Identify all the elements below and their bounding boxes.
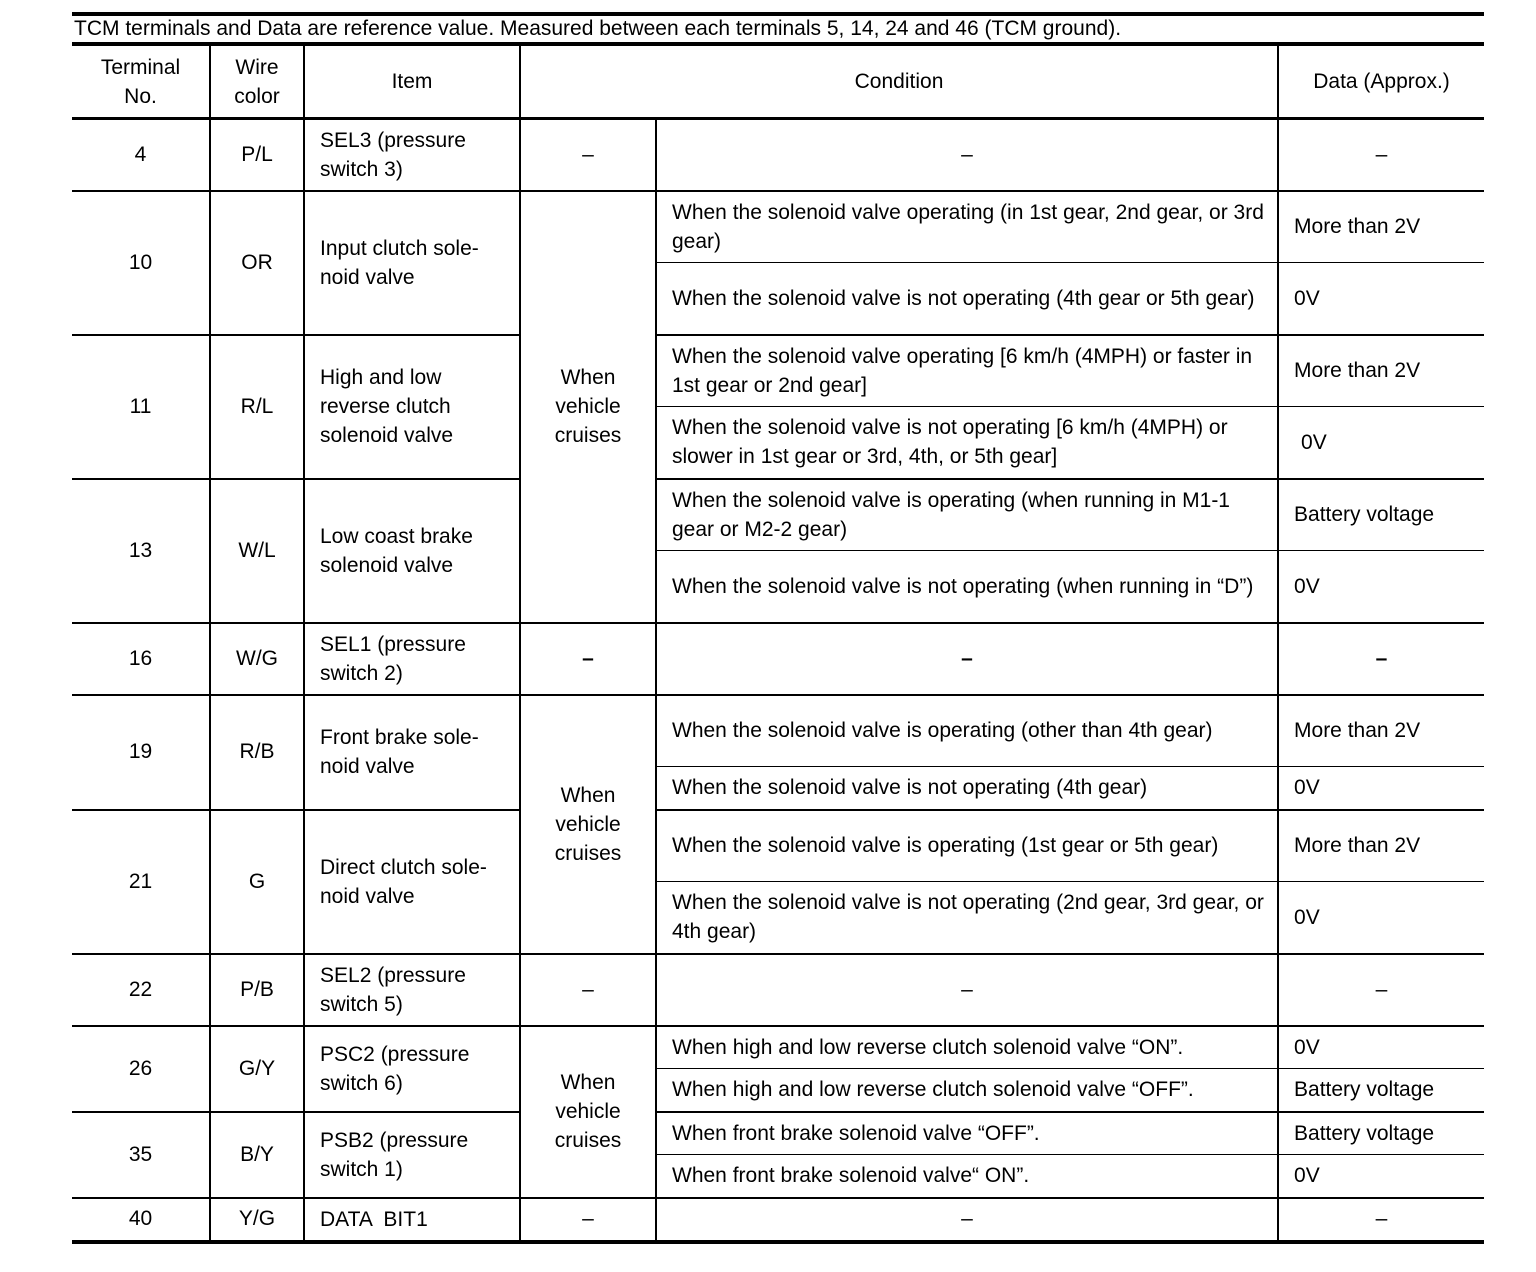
item: Input clutch sole-noid valve — [304, 191, 520, 335]
condition-detail: When the solenoid valve is not operating (4th gear or 5th gear) — [656, 263, 1278, 335]
terminal-no: 26 — [72, 1026, 210, 1112]
terminal-no: 10 — [72, 191, 210, 335]
data-value: – — [1278, 119, 1484, 191]
wire-color: R/L — [210, 335, 304, 479]
condition-group-cruises-3: When vehicle cruises — [520, 1026, 656, 1198]
data-value: 0V — [1278, 1155, 1484, 1198]
terminal-no: 19 — [72, 695, 210, 810]
header-data: Data (Approx.) — [1278, 46, 1484, 119]
tcm-terminal-table — [72, 45, 1484, 1244]
item: PSC2 (pressure switch 6) — [304, 1026, 520, 1112]
condition-detail: When the solenoid valve operating (in 1st gear, 2nd gear, or 3rd gear) — [656, 191, 1278, 263]
item: High and low reverse clutch solenoid valve — [304, 335, 520, 479]
condition-detail: – — [656, 1198, 1278, 1242]
condition-main: – — [520, 623, 656, 695]
data-value: More than 2V — [1278, 191, 1484, 263]
item: Low coast brake solenoid valve — [304, 479, 520, 623]
condition-detail: When front brake solenoid valve “OFF”. — [656, 1112, 1278, 1155]
header-condition: Condition — [520, 46, 1278, 119]
condition-detail: When front brake solenoid valve“ ON”. — [656, 1155, 1278, 1198]
terminal-no: 22 — [72, 954, 210, 1026]
condition-detail: When the solenoid valve is not operating [6 km/h (4MPH) or slower in 1st gear or 3rd, 4th, or 5th gear] — [656, 407, 1278, 479]
terminal-reference-sheet — [72, 12, 1484, 1244]
table-row-terminal-22 — [72, 954, 1484, 1026]
data-value: 0V — [1278, 551, 1484, 623]
header-terminal-no: Terminal No. — [72, 46, 210, 119]
data-value: More than 2V — [1278, 810, 1484, 882]
data-value: – — [1278, 954, 1484, 1026]
table-row-terminal-10-a — [72, 191, 1484, 263]
terminal-no: 35 — [72, 1112, 210, 1198]
condition-detail: When the solenoid valve is operating (1st gear or 5th gear) — [656, 810, 1278, 882]
table-row-terminal-19-a — [72, 695, 1484, 767]
condition-detail: – — [656, 623, 1278, 695]
condition-group-cruises-1: When vehicle cruises — [520, 191, 656, 623]
data-value: Battery voltage — [1278, 479, 1484, 551]
data-value: Battery voltage — [1278, 1112, 1484, 1155]
condition-detail: When the solenoid valve is not operating (4th gear) — [656, 767, 1278, 810]
condition-detail: When the solenoid valve is not operating (when running in “D”) — [656, 551, 1278, 623]
condition-detail: When high and low reverse clutch solenoid valve “OFF”. — [656, 1069, 1278, 1112]
data-value: – — [1278, 623, 1484, 695]
data-value: 0V — [1278, 1026, 1484, 1069]
data-value: 0V — [1278, 407, 1484, 479]
terminal-no: 4 — [72, 119, 210, 191]
wire-color: G/Y — [210, 1026, 304, 1112]
condition-detail: When the solenoid valve is operating (when running in M1-1 gear or M2-2 gear) — [656, 479, 1278, 551]
wire-color: W/G — [210, 623, 304, 695]
table-caption: TCM terminals and Data are reference value. Measured between each terminals 5, 14, 24 and 46 (TCM ground). — [72, 12, 1484, 45]
condition-detail: When the solenoid valve is operating (other than 4th gear) — [656, 695, 1278, 767]
wire-color: G — [210, 810, 304, 954]
header-row — [72, 46, 1484, 119]
wire-color: W/L — [210, 479, 304, 623]
condition-group-cruises-2: When vehicle cruises — [520, 695, 656, 954]
item: PSB2 (pressure switch 1) — [304, 1112, 520, 1198]
terminal-no: 21 — [72, 810, 210, 954]
table-row-terminal-16 — [72, 623, 1484, 695]
condition-detail: When the solenoid valve is not operating (2nd gear, 3rd gear, or 4th gear) — [656, 882, 1278, 954]
condition-main: – — [520, 954, 656, 1026]
data-value: 0V — [1278, 263, 1484, 335]
terminal-no: 13 — [72, 479, 210, 623]
table-row-terminal-35-a — [72, 1112, 1484, 1155]
wire-color: OR — [210, 191, 304, 335]
item: DATA BIT1 — [304, 1198, 520, 1242]
data-value: More than 2V — [1278, 335, 1484, 407]
condition-detail: When the solenoid valve operating [6 km/h (4MPH) or faster in 1st gear or 2nd gear] — [656, 335, 1278, 407]
item: Direct clutch sole-noid valve — [304, 810, 520, 954]
data-value: – — [1278, 1198, 1484, 1242]
table-row-terminal-13-a — [72, 479, 1484, 551]
item: SEL1 (pressure switch 2) — [304, 623, 520, 695]
data-value: 0V — [1278, 767, 1484, 810]
condition-main: – — [520, 1198, 656, 1242]
wire-color: P/B — [210, 954, 304, 1026]
condition-detail: When high and low reverse clutch solenoid valve “ON”. — [656, 1026, 1278, 1069]
item: SEL3 (pressure switch 3) — [304, 119, 520, 191]
wire-color: R/B — [210, 695, 304, 810]
table-row-terminal-11-a — [72, 335, 1484, 407]
header-item: Item — [304, 46, 520, 119]
terminal-no: 11 — [72, 335, 210, 479]
item: SEL2 (pressure switch 5) — [304, 954, 520, 1026]
wire-color: B/Y — [210, 1112, 304, 1198]
condition-main: – — [520, 119, 656, 191]
condition-detail: – — [656, 119, 1278, 191]
header-wire-color: Wire color — [210, 46, 304, 119]
condition-detail: – — [656, 954, 1278, 1026]
table-row-terminal-40 — [72, 1198, 1484, 1242]
item: Front brake sole-noid valve — [304, 695, 520, 810]
wire-color: P/L — [210, 119, 304, 191]
table-row-terminal-21-a — [72, 810, 1484, 882]
terminal-no: 16 — [72, 623, 210, 695]
wire-color: Y/G — [210, 1198, 304, 1242]
data-value: More than 2V — [1278, 695, 1484, 767]
terminal-no: 40 — [72, 1198, 210, 1242]
table-row-terminal-26-a — [72, 1026, 1484, 1069]
table-row-terminal-4 — [72, 119, 1484, 191]
data-value: 0V — [1278, 882, 1484, 954]
data-value: Battery voltage — [1278, 1069, 1484, 1112]
